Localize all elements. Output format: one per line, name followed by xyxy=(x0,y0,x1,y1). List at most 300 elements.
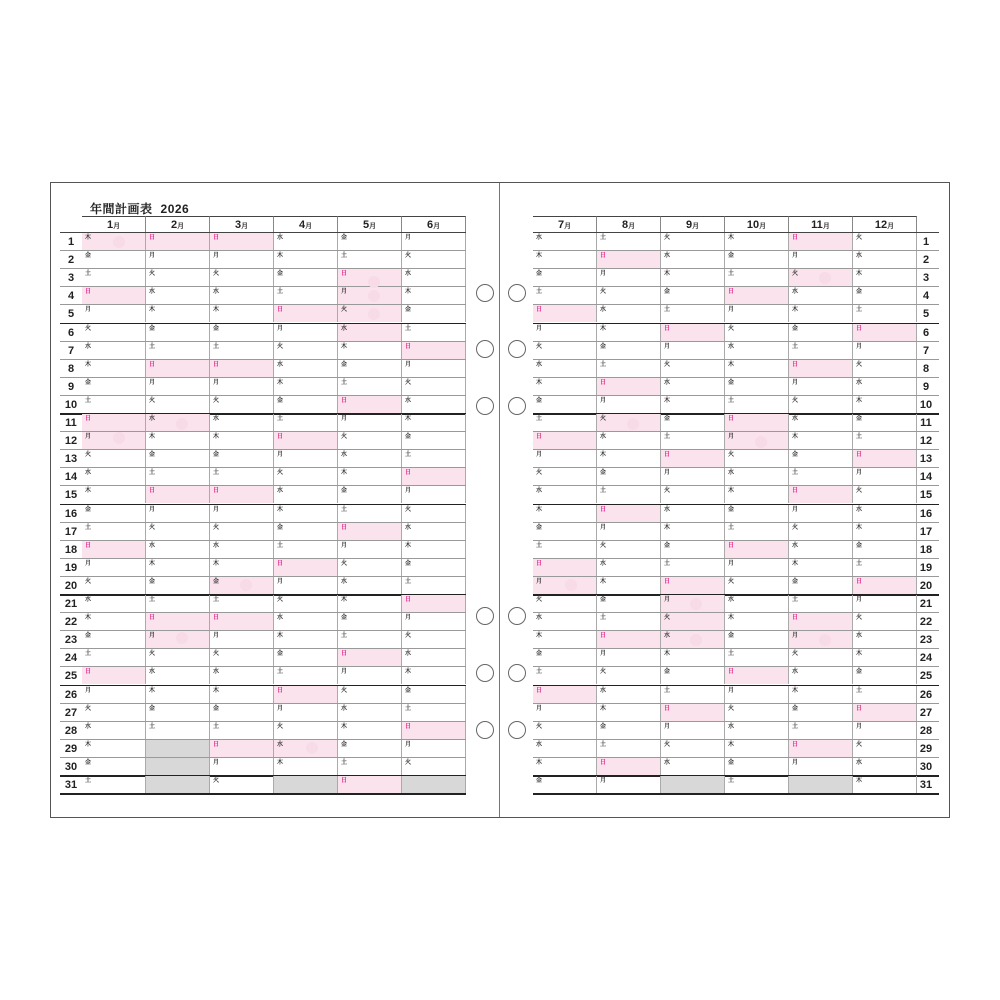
day-cell[interactable] xyxy=(402,450,466,467)
day-cell[interactable] xyxy=(274,686,338,703)
day-cell[interactable] xyxy=(533,269,597,286)
day-cell[interactable] xyxy=(661,450,725,467)
day-cell[interactable] xyxy=(82,342,146,359)
day-cell[interactable] xyxy=(402,251,466,268)
day-cell[interactable] xyxy=(274,722,338,739)
day-cell[interactable] xyxy=(725,505,789,522)
day-cell[interactable] xyxy=(533,631,597,648)
day-cell[interactable] xyxy=(789,613,853,630)
day-cell[interactable] xyxy=(661,505,725,522)
day-cell[interactable] xyxy=(146,305,210,322)
day-cell[interactable] xyxy=(274,505,338,522)
day-cell[interactable] xyxy=(210,468,274,485)
day-cell[interactable] xyxy=(533,686,597,703)
day-cell[interactable] xyxy=(725,342,789,359)
day-cell[interactable] xyxy=(661,559,725,576)
day-cell[interactable] xyxy=(661,577,725,594)
day-cell[interactable] xyxy=(661,523,725,540)
day-cell[interactable] xyxy=(853,324,917,341)
day-cell[interactable] xyxy=(853,541,917,558)
day-cell[interactable] xyxy=(210,758,274,775)
day-cell[interactable] xyxy=(853,251,917,268)
day-cell[interactable] xyxy=(402,432,466,449)
day-cell[interactable] xyxy=(274,269,338,286)
day-cell[interactable] xyxy=(533,305,597,322)
day-cell[interactable] xyxy=(661,251,725,268)
day-cell[interactable] xyxy=(533,468,597,485)
day-cell[interactable] xyxy=(789,523,853,540)
day-cell[interactable] xyxy=(82,667,146,684)
day-cell[interactable] xyxy=(210,432,274,449)
day-cell[interactable] xyxy=(725,396,789,413)
day-cell[interactable] xyxy=(402,631,466,648)
day-cell[interactable] xyxy=(533,613,597,630)
day-cell[interactable] xyxy=(338,523,402,540)
day-cell[interactable] xyxy=(402,704,466,721)
day-cell[interactable] xyxy=(533,432,597,449)
day-cell[interactable] xyxy=(789,740,853,757)
day-cell[interactable] xyxy=(597,378,661,395)
day-cell[interactable] xyxy=(82,414,146,431)
day-cell[interactable] xyxy=(853,686,917,703)
day-cell[interactable] xyxy=(597,432,661,449)
day-cell[interactable] xyxy=(725,287,789,304)
day-cell[interactable] xyxy=(402,649,466,666)
day-cell[interactable] xyxy=(402,686,466,703)
day-cell[interactable] xyxy=(146,468,210,485)
day-cell[interactable] xyxy=(533,378,597,395)
day-cell[interactable] xyxy=(661,360,725,377)
day-cell[interactable] xyxy=(661,414,725,431)
day-cell[interactable] xyxy=(338,486,402,503)
day-cell[interactable] xyxy=(274,631,338,648)
day-cell[interactable] xyxy=(210,450,274,467)
day-cell[interactable] xyxy=(274,468,338,485)
day-cell[interactable] xyxy=(789,541,853,558)
day-cell[interactable] xyxy=(210,269,274,286)
day-cell[interactable] xyxy=(789,704,853,721)
day-cell[interactable] xyxy=(789,233,853,250)
day-cell[interactable] xyxy=(274,287,338,304)
day-cell[interactable] xyxy=(789,667,853,684)
day-cell[interactable] xyxy=(146,523,210,540)
day-cell[interactable] xyxy=(725,740,789,757)
day-cell[interactable] xyxy=(853,577,917,594)
day-cell[interactable] xyxy=(725,360,789,377)
day-cell[interactable] xyxy=(725,378,789,395)
day-cell[interactable] xyxy=(338,577,402,594)
day-cell[interactable] xyxy=(402,559,466,576)
day-cell[interactable] xyxy=(533,396,597,413)
day-cell[interactable] xyxy=(402,595,466,612)
day-cell[interactable] xyxy=(82,378,146,395)
day-cell[interactable] xyxy=(146,378,210,395)
day-cell[interactable] xyxy=(789,505,853,522)
day-cell[interactable] xyxy=(402,269,466,286)
day-cell[interactable] xyxy=(82,776,146,793)
day-cell[interactable] xyxy=(853,631,917,648)
day-cell[interactable] xyxy=(853,559,917,576)
day-cell[interactable] xyxy=(402,287,466,304)
day-cell[interactable] xyxy=(789,686,853,703)
day-cell[interactable] xyxy=(338,740,402,757)
day-cell[interactable] xyxy=(146,360,210,377)
day-cell[interactable] xyxy=(210,287,274,304)
day-cell[interactable] xyxy=(274,233,338,250)
day-cell[interactable] xyxy=(402,342,466,359)
day-cell[interactable] xyxy=(82,577,146,594)
day-cell[interactable] xyxy=(146,559,210,576)
day-cell[interactable] xyxy=(597,613,661,630)
day-cell[interactable] xyxy=(661,686,725,703)
day-cell[interactable] xyxy=(661,649,725,666)
day-cell[interactable] xyxy=(402,486,466,503)
day-cell[interactable] xyxy=(533,342,597,359)
day-cell[interactable] xyxy=(210,541,274,558)
day-cell[interactable] xyxy=(597,758,661,775)
day-cell[interactable] xyxy=(210,649,274,666)
day-cell[interactable] xyxy=(402,667,466,684)
day-cell[interactable] xyxy=(789,432,853,449)
day-cell[interactable] xyxy=(789,251,853,268)
day-cell[interactable] xyxy=(338,631,402,648)
day-cell[interactable] xyxy=(533,324,597,341)
day-cell[interactable] xyxy=(661,613,725,630)
day-cell[interactable] xyxy=(274,251,338,268)
day-cell[interactable] xyxy=(402,613,466,630)
day-cell[interactable] xyxy=(338,432,402,449)
day-cell[interactable] xyxy=(725,486,789,503)
day-cell[interactable] xyxy=(725,523,789,540)
day-cell[interactable] xyxy=(402,523,466,540)
day-cell[interactable] xyxy=(853,378,917,395)
day-cell[interactable] xyxy=(533,523,597,540)
day-cell[interactable] xyxy=(789,378,853,395)
day-cell[interactable] xyxy=(533,740,597,757)
day-cell[interactable] xyxy=(82,541,146,558)
day-cell[interactable] xyxy=(82,324,146,341)
day-cell[interactable] xyxy=(402,722,466,739)
day-cell[interactable] xyxy=(533,667,597,684)
day-cell[interactable] xyxy=(274,595,338,612)
day-cell[interactable] xyxy=(146,686,210,703)
day-cell[interactable] xyxy=(597,342,661,359)
day-cell[interactable] xyxy=(402,378,466,395)
day-cell[interactable] xyxy=(853,740,917,757)
day-cell[interactable] xyxy=(853,649,917,666)
day-cell[interactable] xyxy=(338,450,402,467)
day-cell[interactable] xyxy=(274,667,338,684)
day-cell[interactable] xyxy=(338,758,402,775)
day-cell[interactable] xyxy=(274,486,338,503)
day-cell[interactable] xyxy=(210,613,274,630)
day-cell[interactable] xyxy=(533,505,597,522)
day-cell[interactable] xyxy=(533,541,597,558)
day-cell[interactable] xyxy=(597,324,661,341)
day-cell[interactable] xyxy=(402,740,466,757)
day-cell[interactable] xyxy=(789,287,853,304)
day-cell[interactable] xyxy=(146,450,210,467)
day-cell[interactable] xyxy=(210,722,274,739)
day-cell[interactable] xyxy=(853,269,917,286)
day-cell[interactable] xyxy=(82,649,146,666)
day-cell[interactable] xyxy=(338,233,402,250)
day-cell[interactable] xyxy=(597,686,661,703)
day-cell[interactable] xyxy=(661,396,725,413)
day-cell[interactable] xyxy=(82,740,146,757)
day-cell[interactable] xyxy=(338,595,402,612)
day-cell[interactable] xyxy=(661,432,725,449)
day-cell[interactable] xyxy=(725,541,789,558)
day-cell[interactable] xyxy=(597,287,661,304)
day-cell[interactable] xyxy=(210,251,274,268)
day-cell[interactable] xyxy=(210,595,274,612)
day-cell[interactable] xyxy=(338,613,402,630)
day-cell[interactable] xyxy=(274,342,338,359)
day-cell[interactable] xyxy=(661,722,725,739)
day-cell[interactable] xyxy=(597,541,661,558)
day-cell[interactable] xyxy=(853,595,917,612)
day-cell[interactable] xyxy=(661,468,725,485)
day-cell[interactable] xyxy=(661,758,725,775)
day-cell[interactable] xyxy=(725,324,789,341)
day-cell[interactable] xyxy=(661,740,725,757)
day-cell[interactable] xyxy=(338,686,402,703)
day-cell[interactable] xyxy=(210,704,274,721)
day-cell[interactable] xyxy=(597,559,661,576)
day-cell[interactable] xyxy=(789,758,853,775)
day-cell[interactable] xyxy=(274,613,338,630)
day-cell[interactable] xyxy=(789,342,853,359)
day-cell[interactable] xyxy=(274,541,338,558)
day-cell[interactable] xyxy=(853,613,917,630)
day-cell[interactable] xyxy=(597,595,661,612)
day-cell[interactable] xyxy=(146,667,210,684)
day-cell[interactable] xyxy=(725,577,789,594)
day-cell[interactable] xyxy=(274,649,338,666)
day-cell[interactable] xyxy=(533,649,597,666)
day-cell[interactable] xyxy=(210,523,274,540)
day-cell[interactable] xyxy=(274,432,338,449)
day-cell[interactable] xyxy=(533,414,597,431)
day-cell[interactable] xyxy=(597,450,661,467)
day-cell[interactable] xyxy=(853,360,917,377)
day-cell[interactable] xyxy=(533,251,597,268)
day-cell[interactable] xyxy=(146,486,210,503)
day-cell[interactable] xyxy=(597,486,661,503)
day-cell[interactable] xyxy=(338,251,402,268)
day-cell[interactable] xyxy=(402,414,466,431)
day-cell[interactable] xyxy=(853,523,917,540)
day-cell[interactable] xyxy=(210,559,274,576)
day-cell[interactable] xyxy=(82,758,146,775)
day-cell[interactable] xyxy=(597,740,661,757)
day-cell[interactable] xyxy=(725,776,789,793)
day-cell[interactable] xyxy=(82,269,146,286)
day-cell[interactable] xyxy=(338,342,402,359)
day-cell[interactable] xyxy=(210,305,274,322)
day-cell[interactable] xyxy=(274,450,338,467)
day-cell[interactable] xyxy=(661,324,725,341)
day-cell[interactable] xyxy=(338,649,402,666)
day-cell[interactable] xyxy=(82,396,146,413)
day-cell[interactable] xyxy=(725,758,789,775)
day-cell[interactable] xyxy=(853,758,917,775)
day-cell[interactable] xyxy=(597,305,661,322)
day-cell[interactable] xyxy=(789,324,853,341)
day-cell[interactable] xyxy=(533,233,597,250)
day-cell[interactable] xyxy=(82,559,146,576)
day-cell[interactable] xyxy=(146,722,210,739)
day-cell[interactable] xyxy=(725,667,789,684)
day-cell[interactable] xyxy=(725,649,789,666)
day-cell[interactable] xyxy=(789,559,853,576)
day-cell[interactable] xyxy=(597,722,661,739)
day-cell[interactable] xyxy=(725,305,789,322)
day-cell[interactable] xyxy=(82,686,146,703)
day-cell[interactable] xyxy=(853,432,917,449)
day-cell[interactable] xyxy=(402,396,466,413)
day-cell[interactable] xyxy=(402,577,466,594)
day-cell[interactable] xyxy=(533,704,597,721)
day-cell[interactable] xyxy=(789,649,853,666)
day-cell[interactable] xyxy=(853,414,917,431)
day-cell[interactable] xyxy=(789,360,853,377)
day-cell[interactable] xyxy=(597,505,661,522)
day-cell[interactable] xyxy=(725,233,789,250)
day-cell[interactable] xyxy=(597,269,661,286)
day-cell[interactable] xyxy=(210,631,274,648)
day-cell[interactable] xyxy=(82,305,146,322)
day-cell[interactable] xyxy=(597,649,661,666)
day-cell[interactable] xyxy=(402,324,466,341)
day-cell[interactable] xyxy=(533,360,597,377)
day-cell[interactable] xyxy=(210,378,274,395)
day-cell[interactable] xyxy=(402,505,466,522)
day-cell[interactable] xyxy=(274,758,338,775)
day-cell[interactable] xyxy=(274,360,338,377)
day-cell[interactable] xyxy=(725,251,789,268)
day-cell[interactable] xyxy=(402,360,466,377)
day-cell[interactable] xyxy=(274,396,338,413)
day-cell[interactable] xyxy=(661,342,725,359)
day-cell[interactable] xyxy=(853,305,917,322)
day-cell[interactable] xyxy=(210,686,274,703)
day-cell[interactable] xyxy=(338,360,402,377)
day-cell[interactable] xyxy=(725,414,789,431)
day-cell[interactable] xyxy=(789,305,853,322)
day-cell[interactable] xyxy=(725,269,789,286)
day-cell[interactable] xyxy=(597,251,661,268)
day-cell[interactable] xyxy=(789,595,853,612)
day-cell[interactable] xyxy=(210,360,274,377)
day-cell[interactable] xyxy=(853,486,917,503)
day-cell[interactable] xyxy=(661,305,725,322)
day-cell[interactable] xyxy=(725,450,789,467)
day-cell[interactable] xyxy=(146,613,210,630)
day-cell[interactable] xyxy=(597,704,661,721)
day-cell[interactable] xyxy=(82,613,146,630)
day-cell[interactable] xyxy=(146,505,210,522)
day-cell[interactable] xyxy=(82,486,146,503)
day-cell[interactable] xyxy=(338,396,402,413)
day-cell[interactable] xyxy=(146,541,210,558)
day-cell[interactable] xyxy=(725,559,789,576)
day-cell[interactable] xyxy=(146,233,210,250)
day-cell[interactable] xyxy=(274,704,338,721)
day-cell[interactable] xyxy=(853,704,917,721)
day-cell[interactable] xyxy=(597,776,661,793)
day-cell[interactable] xyxy=(725,704,789,721)
day-cell[interactable] xyxy=(789,414,853,431)
day-cell[interactable] xyxy=(402,468,466,485)
day-cell[interactable] xyxy=(146,595,210,612)
day-cell[interactable] xyxy=(789,722,853,739)
day-cell[interactable] xyxy=(146,287,210,304)
day-cell[interactable] xyxy=(402,541,466,558)
day-cell[interactable] xyxy=(146,324,210,341)
day-cell[interactable] xyxy=(82,468,146,485)
day-cell[interactable] xyxy=(338,324,402,341)
day-cell[interactable] xyxy=(725,631,789,648)
day-cell[interactable] xyxy=(82,505,146,522)
day-cell[interactable] xyxy=(338,776,402,793)
day-cell[interactable] xyxy=(853,468,917,485)
day-cell[interactable] xyxy=(338,559,402,576)
day-cell[interactable] xyxy=(853,776,917,793)
day-cell[interactable] xyxy=(210,233,274,250)
day-cell[interactable] xyxy=(661,541,725,558)
day-cell[interactable] xyxy=(82,631,146,648)
day-cell[interactable] xyxy=(853,287,917,304)
day-cell[interactable] xyxy=(533,450,597,467)
day-cell[interactable] xyxy=(725,686,789,703)
day-cell[interactable] xyxy=(146,396,210,413)
day-cell[interactable] xyxy=(146,342,210,359)
day-cell[interactable] xyxy=(338,378,402,395)
day-cell[interactable] xyxy=(853,505,917,522)
day-cell[interactable] xyxy=(661,486,725,503)
day-cell[interactable] xyxy=(402,758,466,775)
day-cell[interactable] xyxy=(274,577,338,594)
day-cell[interactable] xyxy=(210,776,274,793)
day-cell[interactable] xyxy=(210,486,274,503)
day-cell[interactable] xyxy=(597,233,661,250)
day-cell[interactable] xyxy=(597,631,661,648)
day-cell[interactable] xyxy=(597,523,661,540)
day-cell[interactable] xyxy=(661,704,725,721)
day-cell[interactable] xyxy=(146,577,210,594)
day-cell[interactable] xyxy=(338,541,402,558)
day-cell[interactable] xyxy=(853,396,917,413)
day-cell[interactable] xyxy=(661,269,725,286)
day-cell[interactable] xyxy=(146,269,210,286)
day-cell[interactable] xyxy=(82,704,146,721)
day-cell[interactable] xyxy=(661,378,725,395)
day-cell[interactable] xyxy=(597,468,661,485)
day-cell[interactable] xyxy=(274,378,338,395)
day-cell[interactable] xyxy=(146,704,210,721)
day-cell[interactable] xyxy=(789,396,853,413)
day-cell[interactable] xyxy=(338,468,402,485)
day-cell[interactable] xyxy=(789,450,853,467)
day-cell[interactable] xyxy=(338,505,402,522)
day-cell[interactable] xyxy=(853,450,917,467)
day-cell[interactable] xyxy=(789,486,853,503)
day-cell[interactable] xyxy=(210,667,274,684)
day-cell[interactable] xyxy=(533,776,597,793)
day-cell[interactable] xyxy=(338,722,402,739)
